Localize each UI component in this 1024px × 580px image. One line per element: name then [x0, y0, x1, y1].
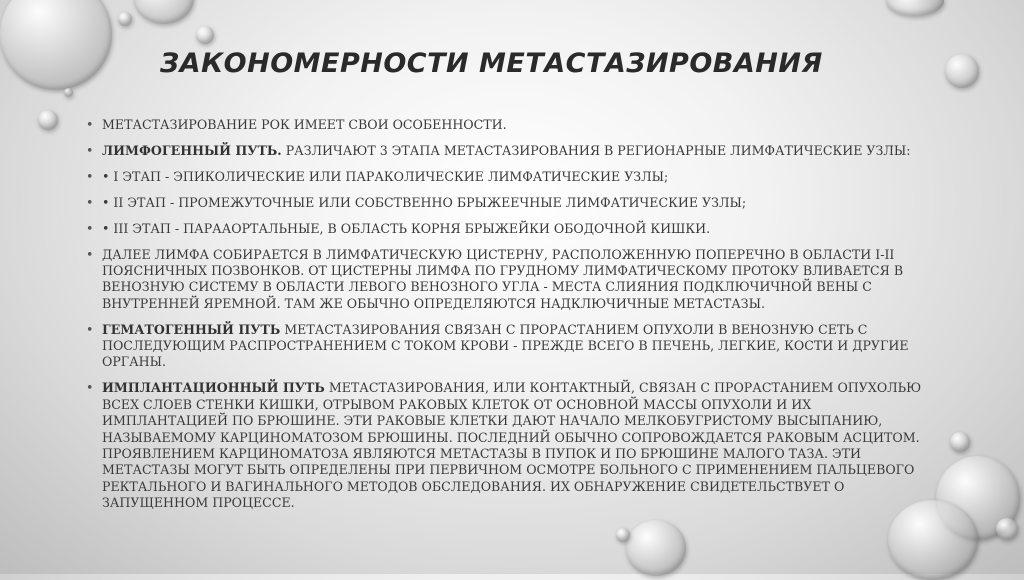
- water-drop-decoration: [626, 520, 686, 576]
- list-item-text: • I ЭТАП - ЭПИКОЛИЧЕСКИЕ ИЛИ ПАРАКОЛИЧЕСКИЕ ЛИМФАТИЧЕСКИЕ УЗЛЫ;: [102, 168, 669, 184]
- list-item: [86, 221, 926, 237]
- water-drop-decoration: [38, 110, 58, 130]
- water-drop-decoration: [950, 432, 970, 452]
- water-drop-decoration: [196, 26, 214, 44]
- list-item-text: МЕТАСТАЗИРОВАНИЕ РОК ИМЕЕТ СВОИ ОСОБЕННОСТИ.: [102, 117, 507, 132]
- water-drop-decoration: [0, 0, 112, 90]
- list-item-text: ДАЛЕЕ ЛИМФА СОБИРАЕТСЯ В ЛИМФАТИЧЕСКУЮ ЦИСТЕРНУ, РАСПОЛОЖЕННУЮ ПОПЕРЕЧНО В ОБЛАСТИ I-II ПОЯСНИЧНЫХ ПОЗВОНКОВ. ОТ ЦИСТЕРНЫ ЛИМФА ПО ГРУДНОМУ ЛИМФАТИЧЕСКОМУ ПРОТОКУ ВЛИВАЕТСЯ В ВЕНОЗНУЮ СИСТЕМУ В ОБЛАСТИ ЛЕВОГО ВЕНОЗНОГО УГЛА - МЕСТА СЛИЯНИЯ ПОДКЛЮЧИЧНОЙ ВЕНЫ С ВНУТРЕННЕЙ ЯРЕМНОЙ. ТАМ ЖЕ ОБЫЧНО ОПРЕДЕЛЯЮТСЯ НАДКЛЮЧИЧНЫЕ МЕТАСТАЗЫ.: [102, 246, 904, 311]
- list-item-text: МЕТАСТАЗИРОВАНИЯ СВЯЗАН С ПРОРАСТАНИЕМ ОПУХОЛИ В ВЕНОЗНУЮ СЕТЬ С ПОСЛЕДУЮЩИМ РАСПРОСТРАНЕНИЕМ С ТОКОМ КРОВИ - ПРЕЖДЕ ВСЕГО В ПЕЧЕНЬ, ЛЕГКИЕ, КОСТИ И ДРУГИЕ ОРГАНЫ.: [102, 321, 909, 370]
- list-item-text: • III ЭТАП - ПАРААОРТАЛЬНЫЕ, В ОБЛАСТЬ КОРНЯ БРЫЖЕЙКИ ОБОДОЧНОЙ КИШКИ.: [102, 220, 711, 236]
- water-drop-decoration: [945, 54, 979, 88]
- list-item: [86, 117, 926, 133]
- list-item-lead: ГЕМАТОГЕННЫЙ ПУТЬ: [102, 321, 281, 337]
- list-item: [86, 169, 926, 185]
- list-item-text: • II ЭТАП - ПРОМЕЖУТОЧНЫЕ ИЛИ СОБСТВЕННО БРЫЖЕЕЧНЫЕ ЛИМФАТИЧЕСКИЕ УЗЛЫ;: [102, 194, 747, 210]
- list-item: [86, 143, 926, 159]
- list-item-lead: ИМПЛАНТАЦИОННЫЙ ПУТЬ: [102, 380, 325, 396]
- list-item-lead: ЛИМФОГЕННЫЙ ПУТЬ.: [102, 142, 282, 158]
- list-item: [86, 322, 926, 371]
- water-drop-decoration: [118, 12, 132, 26]
- water-drop-decoration: [996, 518, 1018, 540]
- slide-content-list: [86, 117, 926, 521]
- list-item: [86, 247, 926, 313]
- water-drop-decoration: [886, 0, 944, 16]
- water-drop-decoration: [616, 528, 630, 542]
- slide-title: ЗАКОНОМЕРНОСТИ МЕТАСТАЗИРОВАНИЯ: [160, 48, 823, 79]
- list-item: [86, 195, 926, 211]
- list-item: [86, 380, 926, 511]
- list-item-text: РАЗЛИЧАЮТ 3 ЭТАПА МЕТАСТАЗИРОВАНИЯ В РЕГИОНАРНЫЕ ЛИМФАТИЧЕСКИЕ УЗЛЫ:: [285, 142, 911, 158]
- list-item-text: МЕТАСТАЗИРОВАНИЯ, ИЛИ КОНТАКТНЫЙ, СВЯЗАН С ПРОРАСТАНИЕМ ОПУХОЛЬЮ ВСЕХ СЛОЕВ СТЕНКИ КИШКИ, ОТРЫВОМ РАКОВЫХ КЛЕТОК ОТ ОСНОВНОЙ МАССЫ ОПУХОЛИ И ИХ ИМПЛАНТАЦИЕЙ ПО БРЮШИНЕ. ЭТИ РАКОВЫЕ КЛЕТКИ ДАЮТ НАЧАЛО МЕЛКОБУГРИСТОМУ ВЫСЫПАНИЮ, НАЗЫВАЕМОМУ КАРЦИНОМАТОЗОМ БРЮШИНЫ. ПОСЛЕДНИЙ ОБЫЧНО СОПРОВОЖДАЕТСЯ РАКОВЫМ АСЦИТОМ. ПРОЯВЛЕНИЕМ КАРЦИНОМАТОЗА ЯВЛЯЮТСЯ МЕТАСТАЗЫ В ПУПОК И ПО БРЮШИНЕ МАЛОГО ТАЗА. ЭТИ МЕТАСТАЗЫ МОГУТ БЫТЬ ОПРЕДЕЛЕНЫ ПРИ ПЕРВИЧНОМ ОСМОТРЕ БОЛЬНОГО С ПРИМЕНЕНИЕМ ПАЛЬЦЕВОГО РЕКТАЛЬНОГО И ВАГИНАЛЬНОГО МЕТОДОВ ОБСЛЕДОВАНИЯ. ИХ ОБНАРУЖЕНИЕ СВИДЕТЕЛЬСТВУЕТ О ЗАПУЩЕННОМ ПРОЦЕССЕ.: [102, 380, 922, 511]
- water-drop-decoration: [134, 0, 194, 24]
- water-drop-decoration: [64, 88, 73, 97]
